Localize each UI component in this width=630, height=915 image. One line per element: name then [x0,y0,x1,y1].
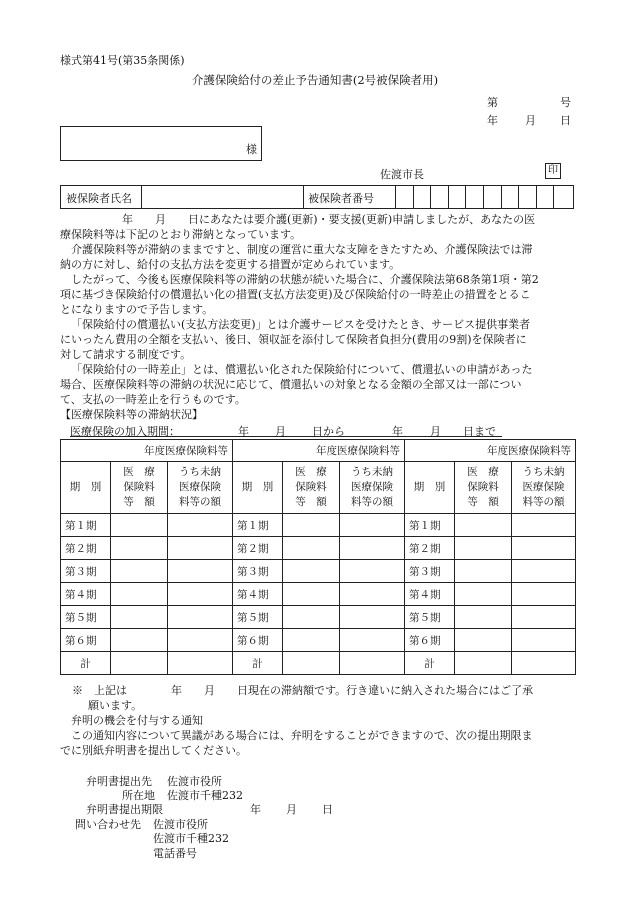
period-label: 医療保険の加入期間： [70,423,220,437]
note-3b: でに別紙弁明書を提出してください。 [60,744,247,757]
amount-cell[interactable] [111,560,168,583]
digit-cell[interactable] [448,186,449,208]
paragraph-4a: 「保険給付の償還払い(支払方法変更)」とは介護サービスを受けたとき、サービス提供事業者 [71,318,531,331]
form-number: 様式第41号(第35条関係) [60,54,185,67]
digit-cell[interactable] [501,186,502,208]
amount-cell[interactable] [283,514,340,537]
period-start-year: 年 [238,425,249,438]
deadline-day: 日 [322,803,333,816]
period-cell: 第３期 [61,560,111,583]
divider [303,186,304,208]
period-cell: 第６期 [233,629,283,652]
arrears-table [60,439,576,675]
table-total-row [61,652,576,675]
total-cell: 計 [61,652,111,675]
amount-header: 医 療 保険料 等 額 [283,462,340,514]
period-cell: 第４期 [61,583,111,606]
deadline-year: 年 [250,803,261,816]
unpaid-cell[interactable] [168,583,233,606]
unpaid-cell[interactable] [168,537,233,560]
table-row [61,514,576,537]
paragraph-5c: て、支払の一時差止を行うものです。 [60,393,246,406]
address-value: 佐渡市千種232 [167,789,243,802]
amount-cell[interactable] [111,583,168,606]
period-cell: 第２期 [405,537,455,560]
period-end-year: 年 [392,425,403,438]
digit-cell[interactable] [465,186,466,208]
digit-cell[interactable] [483,186,484,208]
kibetsu-header: 期 別 [233,462,283,514]
amount-cell[interactable] [283,560,340,583]
contact-org: 佐渡市役所 [153,818,208,831]
period-cell: 第１期 [405,514,455,537]
sama-label: 様 [246,143,257,156]
year-header-3: 年度医療保険料等 [405,440,576,462]
unpaid-cell[interactable] [512,629,576,652]
unpaid-cell[interactable] [340,583,405,606]
unpaid-cell[interactable] [340,537,405,560]
contact-label: 問い合わせ先 [75,818,141,831]
amount-cell[interactable] [455,606,512,629]
date-day-label: 日 [560,114,571,127]
amount-cell[interactable] [455,583,512,606]
paragraph-3c: とになりますので予告します。 [60,303,214,316]
period-cell: 第３期 [405,560,455,583]
period-start-field[interactable] [220,423,350,437]
period-cell: 第１期 [233,514,283,537]
mayor-label: 佐渡市長 [380,168,424,181]
paragraph-2a: 介護保険料等が滞納のままですと、制度の運営に重大な支障をきたすため、介護保険法では滞 [71,243,533,256]
period-cell: 第６期 [405,629,455,652]
date-month-label: 月 [525,114,536,127]
period-start-month: 月 [275,425,286,438]
year-header-1: 年度医療保険料等 [61,440,233,462]
table-row [61,629,576,652]
unpaid-cell[interactable] [168,629,233,652]
period-cell: 第５期 [233,606,283,629]
digit-cell[interactable] [553,186,554,208]
period-cell: 第２期 [233,537,283,560]
period-cell: 第５期 [405,606,455,629]
paragraph-3b: 項に基づき保険給付の償還払い化の措置(支払方法変更)及び保険給付の一時差止の措置をとるこ [60,288,531,301]
contact-address: 佐渡市千種232 [153,832,229,845]
unpaid-cell[interactable] [512,560,576,583]
table-row [61,537,576,560]
unpaid-cell[interactable] [168,652,233,675]
amount-cell[interactable] [455,629,512,652]
table-row [61,560,576,583]
unpaid-cell[interactable] [340,606,405,629]
paragraph-1b: 療保険料等は下記のとおり滞納となっています。 [60,228,302,241]
notice-heading: 弁明の機会を付与する通知 [71,714,203,727]
deadline-label: 弁明書提出期限 [86,803,163,816]
digit-cell[interactable] [395,186,396,208]
unpaid-cell[interactable] [512,652,576,675]
digit-cell[interactable] [430,186,431,208]
unpaid-cell[interactable] [340,560,405,583]
amount-cell[interactable] [283,652,340,675]
period-cell: 第４期 [405,583,455,606]
unpaid-cell[interactable] [340,652,405,675]
amount-cell[interactable] [283,606,340,629]
period-end-field[interactable] [350,423,502,437]
period-start-kara: 日から [312,425,345,438]
period-end-month: 月 [430,425,441,438]
unpaid-cell[interactable] [168,606,233,629]
amount-header: 医 療 保険料 等 額 [111,462,168,514]
amount-cell[interactable] [455,514,512,537]
amount-cell[interactable] [111,537,168,560]
amount-cell[interactable] [111,606,168,629]
document-title: 介護保険給付の差止予告通知書(2号被保険者用) [191,73,439,87]
period-end-made: 日まで [463,425,496,438]
insured-row [60,185,574,209]
year-header-2: 年度医療保険料等 [233,440,405,462]
note-1a: ※ 上記は 年 月 日現在の滞納額です。行き違いに納入された場合にはご了承 [72,684,534,697]
amount-cell[interactable] [111,629,168,652]
amount-cell[interactable] [283,537,340,560]
phone-label: 電話番号 [153,847,197,860]
amount-cell[interactable] [455,652,512,675]
deadline-month: 月 [286,803,297,816]
paragraph-1a: 年 月 日にあなたは要介護(更新)・要支援(更新)申請しましたが、あなたの医 [122,213,536,226]
period-cell: 第６期 [61,629,111,652]
kibetsu-header: 期 別 [61,462,111,514]
paragraph-3a: したがって、今後も医療保険料等の滞納の状態が続いた場合に、介護保険法第68条第1項・第2 [71,273,539,286]
unpaid-header: うち未納 医療保険 料等の額 [512,462,576,514]
unpaid-header: うち未納 医療保険 料等の額 [340,462,405,514]
table-row [61,583,576,606]
total-cell: 計 [405,652,455,675]
paragraph-5a: 「保険給付の一時差止」とは、償還払い化された保険給付について、償還払いの申請があった [71,363,533,376]
unpaid-cell[interactable] [340,514,405,537]
amount-cell[interactable] [283,583,340,606]
period-cell: 第２期 [61,537,111,560]
note-3a: この通知内容について異議がある場合には、弁明をすることができますので、次の提出期限ま [71,729,533,742]
period-cell: 第３期 [233,560,283,583]
insured-number-label: 被保険者番号 [308,192,374,205]
digit-cell[interactable] [536,186,537,208]
digit-cell[interactable] [413,186,414,208]
amount-cell[interactable] [111,652,168,675]
submit-to-value: 佐渡市役所 [167,775,222,788]
paragraph-2b: 納の方に対し、給付の支払方法を変更する措置が定められています。 [60,258,401,271]
total-cell: 計 [233,652,283,675]
unpaid-cell[interactable] [340,629,405,652]
gou-label: 号 [560,96,571,109]
unpaid-cell[interactable] [168,514,233,537]
amount-cell[interactable] [111,514,168,537]
seal-mark: 印 [545,163,561,179]
unpaid-cell[interactable] [512,514,576,537]
note-1b: 願います。 [88,699,143,712]
section-heading: 【医療保険料等の滞納状況】 [60,408,203,421]
submit-to-label: 弁明書提出先 [86,775,152,788]
paragraph-4b: にいったん費用の全額を支払い、後日、領収証を添付して保険者負担分(費用の9割)を保険者に [60,333,527,346]
period-cell: 第５期 [61,606,111,629]
unpaid-cell[interactable] [512,583,576,606]
unpaid-cell[interactable] [512,537,576,560]
unpaid-header: うち未納 医療保険 料等の額 [168,462,233,514]
insured-name-label: 被保険者氏名 [66,192,132,205]
unpaid-cell[interactable] [168,560,233,583]
amount-cell[interactable] [455,560,512,583]
date-year-label: 年 [487,114,498,127]
dai-label: 第 [487,96,498,109]
amount-header: 医 療 保険料 等 額 [455,462,512,514]
period-cell: 第１期 [61,514,111,537]
paragraph-5b: 場合、医療保険料等の滞納の状況に応じて、償還払いの対象となる金額の全部又は一部につい [60,378,522,391]
table-row [61,606,576,629]
kibetsu-header: 期 別 [405,462,455,514]
amount-cell[interactable] [283,629,340,652]
digit-cell[interactable] [518,186,519,208]
period-cell: 第４期 [233,583,283,606]
addressee-box[interactable] [60,126,262,161]
amount-cell[interactable] [455,537,512,560]
address-label: 所在地 [122,789,155,802]
unpaid-cell[interactable] [512,606,576,629]
paragraph-4c: 対して請求する制度です。 [60,348,192,361]
